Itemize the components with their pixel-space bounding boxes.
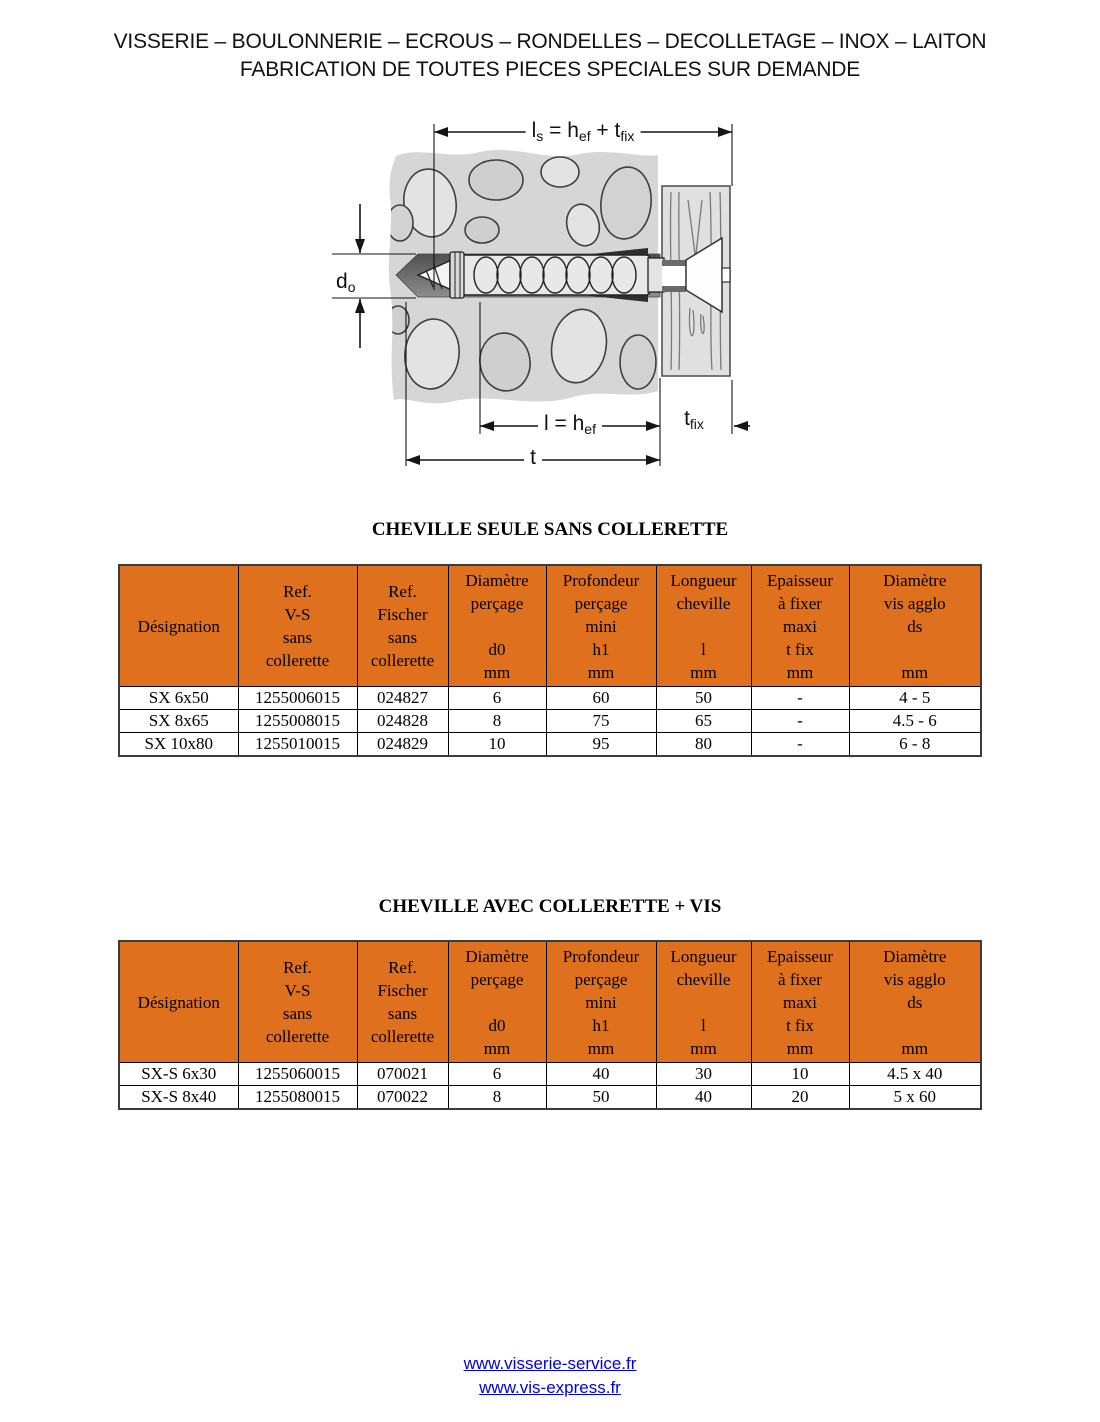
cell: 6 - 8 [849, 733, 981, 757]
cell: 4.5 - 6 [849, 710, 981, 733]
cell: 4 - 5 [849, 687, 981, 710]
cell: 8 [448, 1086, 546, 1110]
cell: 024828 [357, 710, 448, 733]
cell: 024829 [357, 733, 448, 757]
cell: 10 [751, 1063, 849, 1086]
dim-label-embedment: l = hef [538, 412, 602, 441]
wall-plug [450, 248, 664, 302]
header-line-1: VISSERIE – BOULONNERIE – ECROUS – RONDELLES – DECOLLETAGE – INOX – LAITON [113, 30, 987, 53]
footer [0, 1352, 1100, 1400]
dim-label-total-depth: t [524, 446, 542, 470]
cell: 1255010015 [238, 733, 357, 757]
cell: SX-S 8x40 [119, 1086, 238, 1110]
cell: 6 [448, 1063, 546, 1086]
cell: 10 [448, 733, 546, 757]
cell: - [751, 687, 849, 710]
cell: 1255060015 [238, 1063, 357, 1086]
cell: 8 [448, 710, 546, 733]
table-row [119, 687, 981, 710]
cell: 6 [448, 687, 546, 710]
dim-label-hole-diameter: do [336, 270, 356, 295]
column-header: Désignation [119, 941, 238, 1063]
cell: 50 [656, 687, 751, 710]
page-header [0, 28, 1100, 84]
table-row [119, 1063, 981, 1086]
cell: 65 [656, 710, 751, 733]
cell: 1255080015 [238, 1086, 357, 1110]
cell: 070021 [357, 1063, 448, 1086]
header-row [119, 565, 981, 687]
column-header: Profondeur perçage mini h1 mm [546, 565, 656, 687]
column-header: Diamètre perçage d0 mm [448, 565, 546, 687]
column-header: Epaisseur à fixer maxi t fix mm [751, 565, 849, 687]
cell: - [751, 710, 849, 733]
column-header: Epaisseur à fixer maxi t fix mm [751, 941, 849, 1063]
cell: SX 8x65 [119, 710, 238, 733]
cell: 5 x 60 [849, 1086, 981, 1110]
header-line-2: FABRICATION DE TOUTES PIECES SPECIALES SUR DEMANDE [239, 58, 861, 81]
cell: 95 [546, 733, 656, 757]
table-cheville-collerette [118, 940, 982, 1110]
column-header: Diamètre vis agglo ds mm [849, 941, 981, 1063]
cell: - [751, 733, 849, 757]
table-row [119, 710, 981, 733]
cell: 60 [546, 687, 656, 710]
cell: 40 [546, 1063, 656, 1086]
cell: 20 [751, 1086, 849, 1110]
table-row [119, 1086, 981, 1110]
dim-label-screw-length: ls = hef + tfix [526, 119, 641, 148]
column-header: Diamètre perçage d0 mm [448, 941, 546, 1063]
footer-link-vis-express[interactable]: www.vis-express.fr [479, 1378, 621, 1397]
cell: 40 [656, 1086, 751, 1110]
column-header: Ref. Fischer sans collerette [357, 941, 448, 1063]
cell: 80 [656, 733, 751, 757]
anchor-diagram [330, 108, 750, 488]
cell: 1255006015 [238, 687, 357, 710]
cell: 070022 [357, 1086, 448, 1110]
dim-label-fixture-thickness: tfix [684, 407, 704, 432]
cell: SX 6x50 [119, 687, 238, 710]
table2-title: CHEVILLE AVEC COLLERETTE + VIS [378, 896, 722, 917]
column-header: Ref. V-S sans collerette [238, 565, 357, 687]
cell: 30 [656, 1063, 751, 1086]
table1-title: CHEVILLE SEULE SANS COLLERETTE [371, 519, 729, 540]
cell: 024827 [357, 687, 448, 710]
column-header: Désignation [119, 565, 238, 687]
cell: 4.5 x 40 [849, 1063, 981, 1086]
cell: 1255008015 [238, 710, 357, 733]
table-row [119, 733, 981, 757]
column-header: Profondeur perçage mini h1 mm [546, 941, 656, 1063]
footer-link-visserie-service[interactable]: www.visserie-service.fr [463, 1354, 637, 1373]
cell: 75 [546, 710, 656, 733]
cell: SX-S 6x30 [119, 1063, 238, 1086]
column-header: Longueur cheville l mm [656, 565, 751, 687]
header-row [119, 941, 981, 1063]
column-header: Ref. V-S sans collerette [238, 941, 357, 1063]
cell: SX 10x80 [119, 733, 238, 757]
column-header: Diamètre vis agglo ds mm [849, 565, 981, 687]
column-header: Ref. Fischer sans collerette [357, 565, 448, 687]
table-cheville-seule [118, 564, 982, 757]
column-header: Longueur cheville l mm [656, 941, 751, 1063]
cell: 50 [546, 1086, 656, 1110]
